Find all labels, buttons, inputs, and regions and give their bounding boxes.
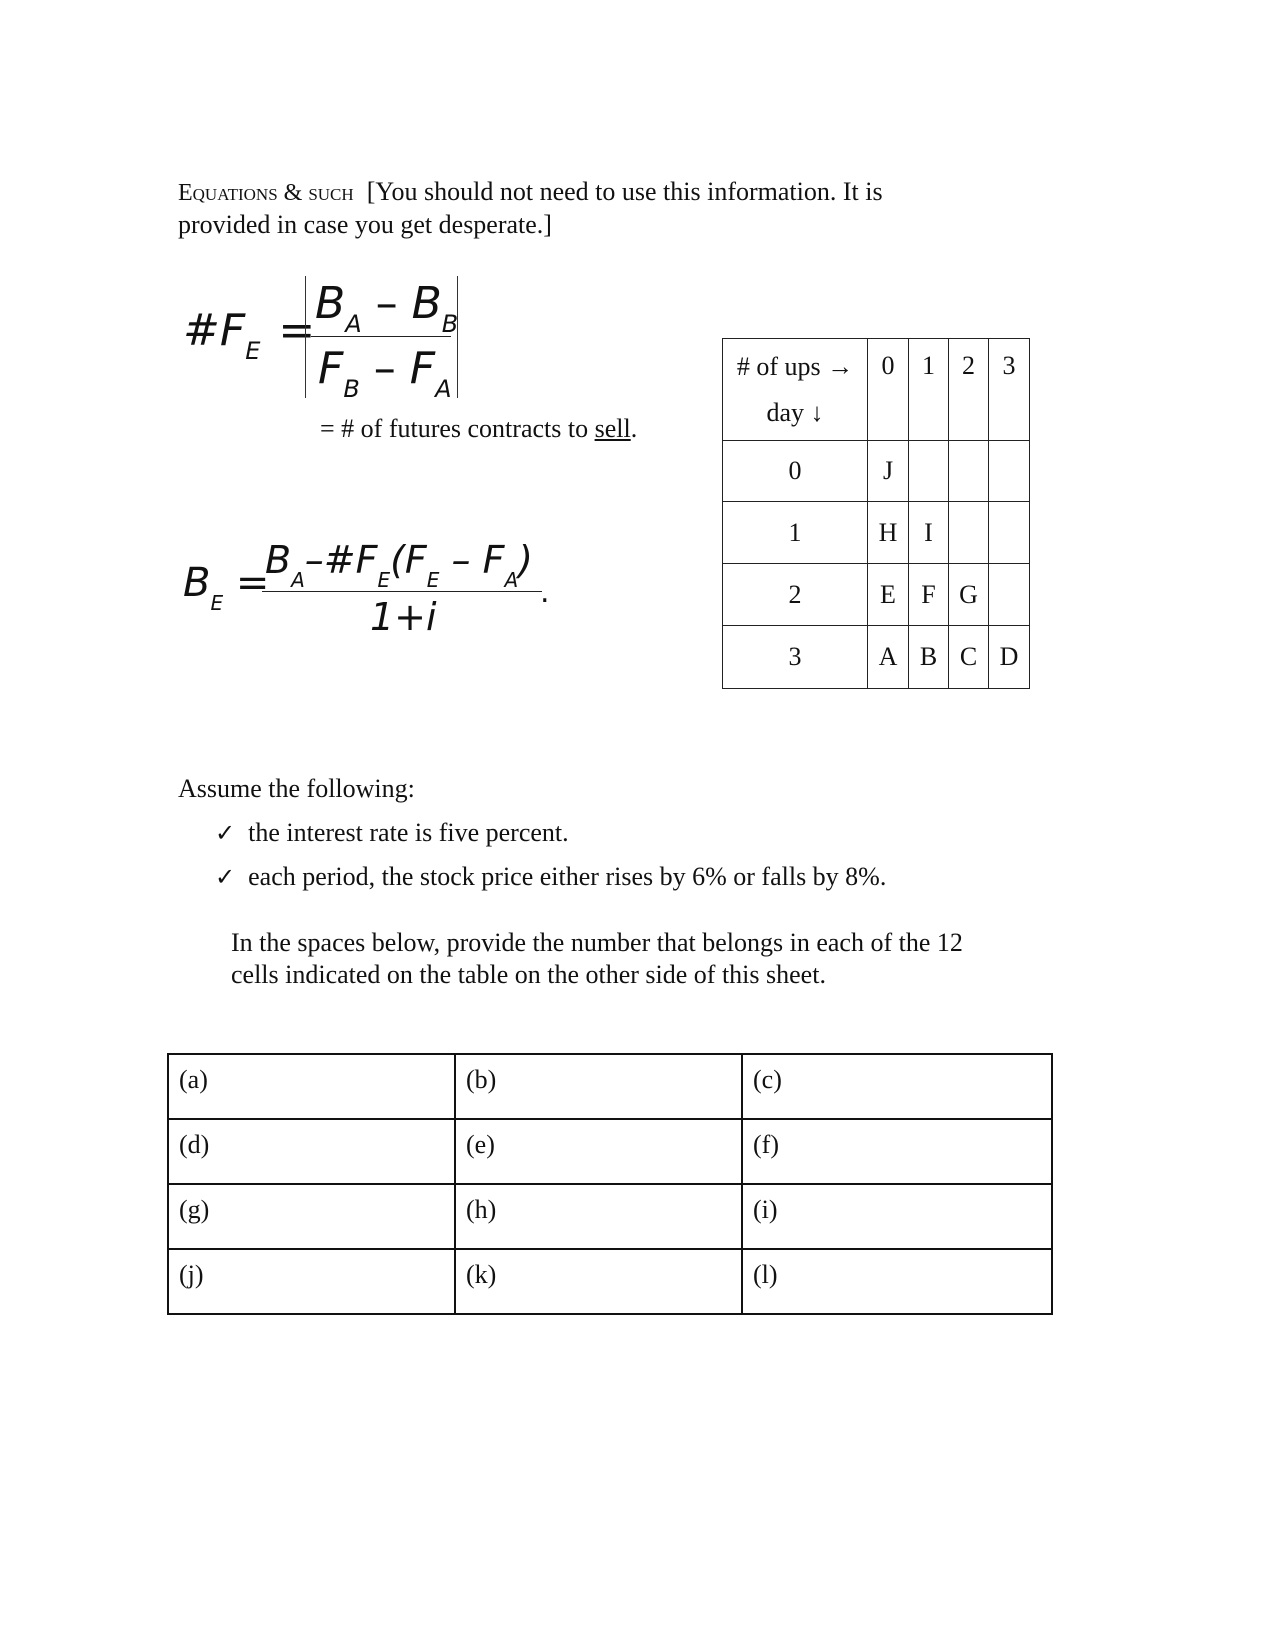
- equals: =: [235, 560, 270, 606]
- answer-cell-g[interactable]: (g): [168, 1184, 455, 1249]
- tree-table: [722, 338, 1030, 689]
- n: (F: [390, 538, 427, 582]
- instructions: [231, 927, 963, 991]
- header-note-2: provided in case you get desperate.]: [178, 210, 552, 239]
- answer-cell-a[interactable]: (a): [168, 1054, 455, 1119]
- caption-suffix: .: [630, 414, 638, 443]
- lhs: B: [183, 560, 211, 606]
- n: A: [291, 568, 305, 592]
- lhs: #F: [183, 305, 246, 356]
- answer-cell-b[interactable]: (b): [455, 1054, 742, 1119]
- node-cell: D: [989, 626, 1030, 689]
- node-cell: E: [868, 564, 909, 626]
- node-cell: [989, 564, 1030, 626]
- sub: B: [343, 375, 360, 403]
- n: E: [377, 568, 391, 592]
- node-cell: [989, 502, 1030, 564]
- minus: –: [373, 343, 396, 394]
- node-cell: [909, 441, 949, 502]
- caption: = # of futures contracts to: [320, 414, 595, 443]
- node-cell: B: [909, 626, 949, 689]
- formula1-caption: [320, 413, 637, 445]
- assume-item: [215, 817, 569, 849]
- sub: A: [435, 375, 452, 403]
- answer-cell-h[interactable]: (h): [455, 1184, 742, 1249]
- ups-label: # of ups →: [736, 351, 854, 381]
- header-title: Equations & such: [178, 180, 354, 206]
- day-label: day ↓: [766, 397, 824, 427]
- node-cell: [949, 502, 989, 564]
- formula1-lhs: [183, 305, 316, 365]
- assume-item: [215, 861, 886, 893]
- n: – F: [439, 538, 505, 582]
- ups-cell: 3: [989, 339, 1030, 441]
- sub: B: [441, 310, 459, 338]
- checkmark-icon: ✓: [215, 863, 236, 891]
- node-cell: F: [909, 564, 949, 626]
- assume-item-text: the interest rate is five percent.: [248, 818, 569, 847]
- equals: =: [278, 305, 316, 356]
- ups-cell: 2: [949, 339, 989, 441]
- answer-cell-c[interactable]: (c): [742, 1054, 1052, 1119]
- n: E: [426, 568, 440, 592]
- answer-cell-j[interactable]: (j): [168, 1249, 455, 1314]
- day-cell: 1: [723, 502, 868, 564]
- fraction-line: [262, 591, 542, 592]
- lhs-sub: E: [245, 337, 261, 365]
- answer-cell-d[interactable]: (d): [168, 1119, 455, 1184]
- assume-item-text: each period, the stock price either rises by 6% or falls by 8%.: [248, 862, 887, 891]
- node-cell: C: [949, 626, 989, 689]
- n: A: [504, 568, 519, 592]
- formula2-denominator: 1+i: [370, 595, 437, 639]
- sub: E: [210, 591, 224, 615]
- day-cell: 2: [723, 564, 868, 626]
- b: B: [411, 278, 442, 329]
- answer-table: [167, 1053, 1053, 1315]
- formula2-numerator: [265, 538, 533, 592]
- answer-cell-f[interactable]: (f): [742, 1119, 1052, 1184]
- node-cell: I: [909, 502, 949, 564]
- instructions-line: In the spaces below, provide the number that belongs in each of the 12: [231, 928, 963, 957]
- header-cell: [723, 339, 868, 441]
- ups-cell: 1: [909, 339, 949, 441]
- n: ): [518, 538, 533, 582]
- formula2-lhs: [183, 560, 270, 615]
- node-cell: [949, 441, 989, 502]
- f: F: [409, 343, 436, 394]
- formula1-denominator: [318, 343, 452, 403]
- answer-cell-l[interactable]: (l): [742, 1249, 1052, 1314]
- f: F: [318, 343, 344, 394]
- node-cell: A: [868, 626, 909, 689]
- node-cell: G: [949, 564, 989, 626]
- n: –#F: [304, 538, 378, 582]
- answer-cell-e[interactable]: (e): [455, 1119, 742, 1184]
- node-cell: H: [868, 502, 909, 564]
- minus: –: [375, 278, 398, 329]
- node-cell: [989, 441, 1030, 502]
- assume-intro: Assume the following:: [178, 774, 415, 803]
- answer-cell-k[interactable]: (k): [455, 1249, 742, 1314]
- ups-cell: 0: [868, 339, 909, 441]
- fraction-line: [311, 336, 451, 337]
- checkmark-icon: ✓: [215, 819, 236, 847]
- answer-cell-i[interactable]: (i): [742, 1184, 1052, 1249]
- day-cell: 3: [723, 626, 868, 689]
- day-cell: 0: [723, 441, 868, 502]
- instructions-line: cells indicated on the table on the other side of this sheet.: [231, 960, 826, 989]
- header: [178, 176, 883, 241]
- node-cell: J: [868, 441, 909, 502]
- b: B: [315, 278, 346, 329]
- abs-bar-left: [305, 276, 306, 398]
- caption-emphasis: sell: [594, 414, 631, 443]
- formula1-numerator: [315, 278, 459, 338]
- formula2-period: .: [540, 575, 550, 610]
- sub: A: [345, 310, 362, 338]
- header-note: [You should not need to use this information. It is: [366, 177, 883, 206]
- n: B: [265, 538, 292, 582]
